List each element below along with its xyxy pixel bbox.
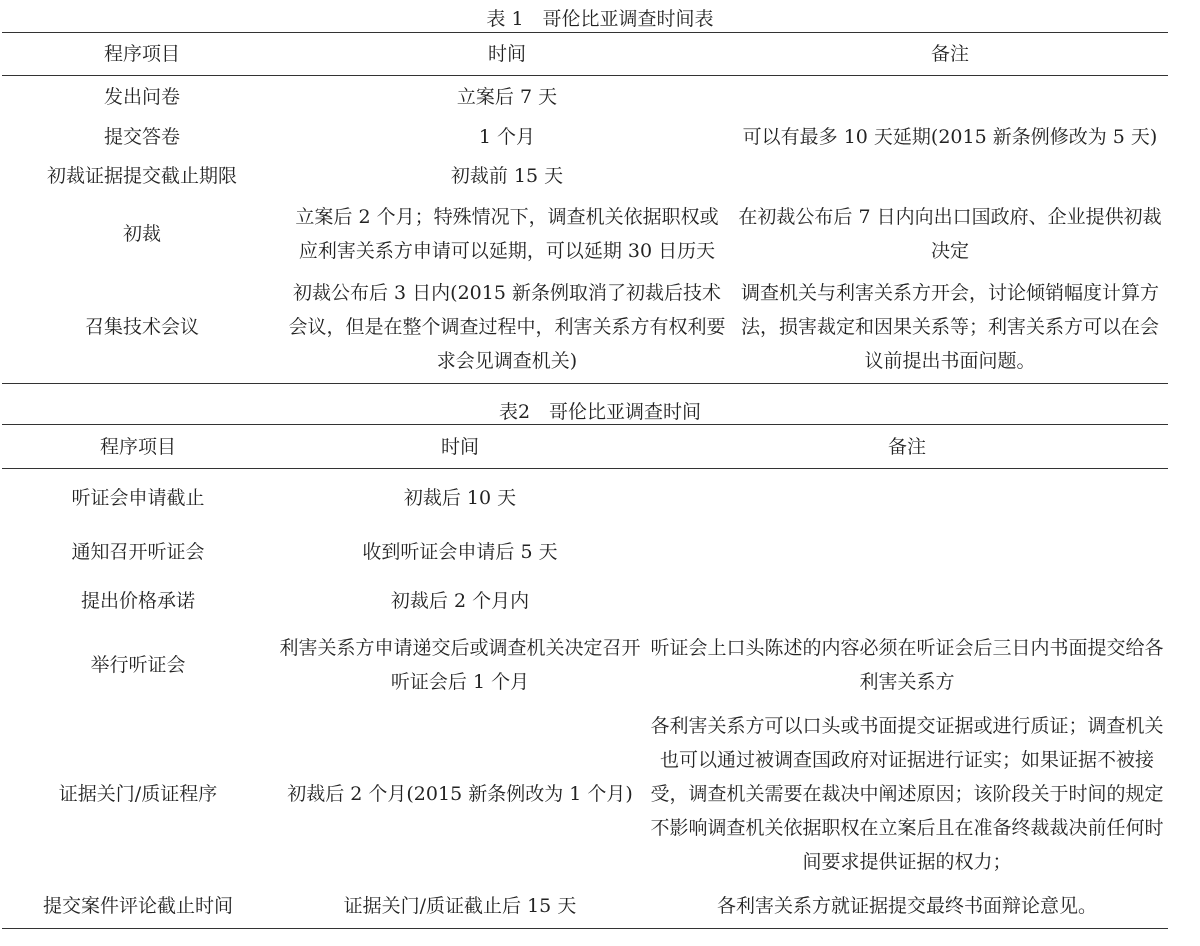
table-cell: 可以有最多 10 天延期(2015 新条例修改为 5 天): [742, 125, 1158, 148]
table-cell: 初裁: [122, 222, 161, 245]
table-row: [2, 576, 1168, 626]
table-cell: 1 个月: [478, 125, 536, 148]
table-cell: 证据关门/质证程序: [58, 782, 218, 805]
table-cell: 立案后 2 个月；特殊情况下，调查机关依据职权或应利害关系方申请可以延期，可以延期 30 日历天: [295, 205, 719, 262]
table2-header-time: 时间: [440, 435, 479, 458]
table-row: [2, 528, 1168, 576]
table-cell: [646, 576, 1168, 626]
table-row: [2, 884, 1168, 929]
table-cell: 初裁后 2 个月(2015 新条例改为 1 个月): [287, 782, 633, 805]
table-cell: 听证会上口头陈述的内容必须在听证会后三日内书面提交给各利害关系方: [650, 636, 1164, 693]
table-cell: 提出价格承诺: [80, 589, 195, 612]
table2-header-row: [2, 425, 1168, 469]
table-row: [2, 118, 1168, 156]
table-cell: 初裁证据提交截止期限: [46, 164, 237, 187]
table1-header-row: [2, 33, 1168, 76]
table-row: [2, 704, 1168, 884]
table-cell: 证据关门/质证截止后 15 天: [343, 894, 577, 917]
table-cell: [732, 76, 1168, 118]
table-row: [2, 156, 1168, 196]
table-cell: 在初裁公布后 7 日内向出口国政府、企业提供初裁决定: [738, 205, 1162, 262]
table-cell: 调查机关与利害关系方开会，讨论倾销幅度计算方法，损害裁定和因果关系等；利害关系方可以在会议前提出书面问题。: [740, 282, 1159, 373]
table-row: [2, 469, 1168, 528]
table-row: [2, 626, 1168, 704]
table2-caption: 表2 哥伦比亚调查时间: [498, 401, 702, 423]
table-cell: 通知召开听证会: [71, 540, 205, 563]
table-cell: [646, 528, 1168, 576]
table-cell: 召集技术会议: [84, 316, 199, 339]
table1-header-program: 程序项目: [103, 43, 180, 65]
table-row: [2, 76, 1168, 118]
table-cell: [646, 469, 1168, 528]
table2-header-note: 备注: [887, 435, 926, 458]
table-cell: 立案后 7 天: [456, 85, 558, 108]
table-row: [2, 196, 1168, 272]
table-cell: 利害关系方申请递交后或调查机关决定召开听证会后 1 个月: [279, 636, 641, 693]
table-cell: 提交案件评论截止时间: [42, 894, 233, 917]
table1-header-note: 备注: [930, 43, 969, 65]
table-cell: [732, 156, 1168, 196]
table-cell: 初裁公布后 3 日内(2015 新条例取消了初裁后技术会议，但是在整个调查过程中，利害关系方有权利要求会见调查机关): [288, 282, 726, 373]
table-cell: 初裁前 15 天: [450, 164, 564, 187]
table-cell: 听证会申请截止: [71, 487, 205, 510]
table-cell: 初裁后 10 天: [403, 487, 517, 510]
table1: [2, 32, 1168, 384]
table-cell: 各利害关系方可以口头或书面提交证据或进行质证；调查机关也可以通过被调查国政府对证据进行证实；如果证据不被接受，调查机关需要在裁决中阐述原因；该阶段关于时间的规定不影响调查机关依据职权在立案后且在准备终裁裁决前任何时间要求提供证据的权力；: [650, 714, 1164, 873]
table1-header-time: 时间: [487, 43, 526, 65]
table2: [2, 424, 1168, 929]
table-cell: 收到听证会申请后 5 天: [362, 540, 558, 563]
table2-header-program: 程序项目: [99, 435, 176, 458]
table-cell: 举行听证会: [90, 653, 186, 676]
table-cell: 初裁后 2 个月内: [390, 589, 530, 612]
table-cell: 各利害关系方就证据提交最终书面辩论意见。: [716, 894, 1097, 917]
table1-caption: 表 1 哥伦比亚调查时间表: [486, 8, 714, 30]
table-cell: 提交答卷: [103, 125, 180, 148]
table-cell: 发出问卷: [103, 85, 180, 108]
table-row: [2, 272, 1168, 384]
